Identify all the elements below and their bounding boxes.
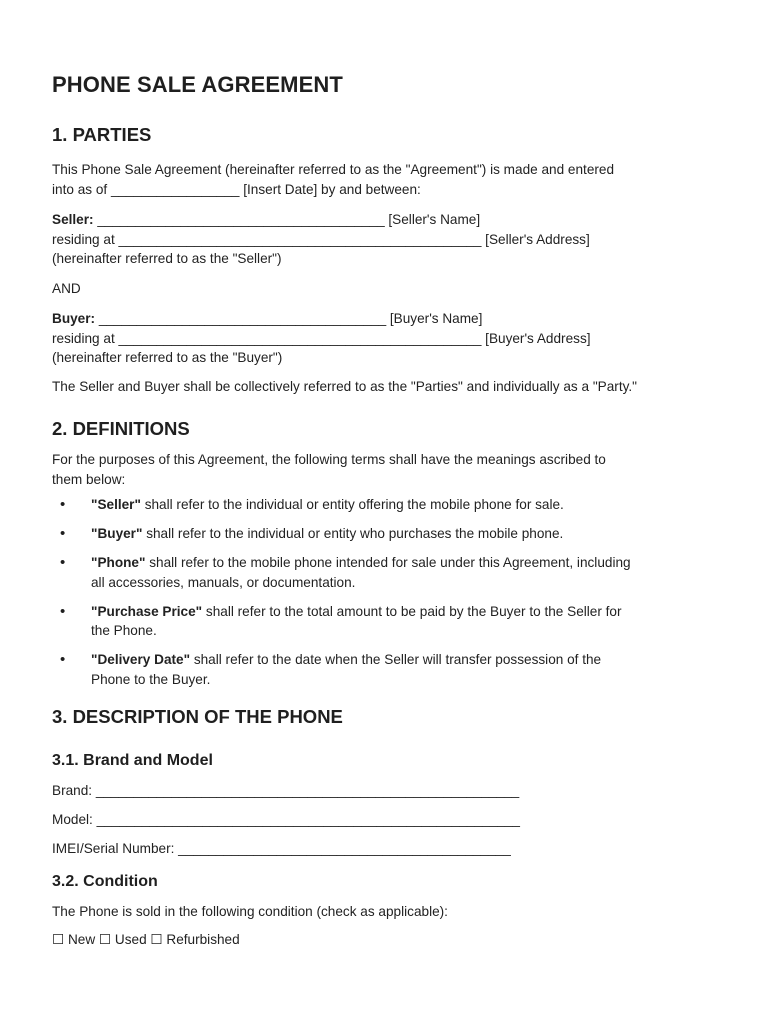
condition-intro: The Phone is sold in the following condition (check as applicable): <box>52 903 448 919</box>
definition-continuation: all accessories, manuals, or documentation. <box>91 574 356 590</box>
subsection-heading-condition: 3.2. Condition <box>52 872 158 890</box>
list-item <box>52 602 732 641</box>
definition-term: "Phone" <box>91 555 146 570</box>
buyer-label: Buyer: <box>52 311 96 326</box>
definitions-list <box>52 495 732 689</box>
definition-body: shall refer to the total amount to be paid by the Buyer to the Seller for <box>202 603 622 619</box>
bullet-icon: • <box>60 525 66 542</box>
definition-continuation: the Phone. <box>91 623 157 638</box>
brand-model-fields <box>52 781 732 859</box>
seller-reference: (hereinafter referred to as the "Seller") <box>52 251 282 266</box>
definition-text <box>91 602 732 622</box>
definitions-intro <box>52 450 732 489</box>
definition-body: shall refer to the mobile phone intended for sale under this Agreement, including <box>145 555 631 570</box>
condition-checkboxes[interactable]: ☐ New ☐ Used ☐ Refurbished <box>52 932 240 947</box>
document-page <box>52 70 732 950</box>
definition-body: shall refer to the individual or entity who purchases the mobile phone. <box>142 526 564 541</box>
parties-intro-line-2: into as of _________________ [Insert Date] by and between: <box>52 181 421 197</box>
brand-field[interactable]: Brand: ________________________________________________________ <box>52 783 520 798</box>
definition-text <box>91 524 732 544</box>
parties-intro-line-1: This Phone Sale Agreement (hereinafter referred to as the "Agreement") is made and entered <box>52 162 615 177</box>
definition-term: "Purchase Price" <box>91 603 203 619</box>
buyer-name-row <box>52 309 732 329</box>
definitions-intro-line-2: them below: <box>52 471 126 487</box>
definition-term: "Delivery Date" <box>91 652 191 667</box>
document-title: PHONE SALE AGREEMENT <box>52 72 343 97</box>
section-parties <box>52 123 732 396</box>
list-item <box>52 650 732 689</box>
seller-name-row <box>52 210 732 230</box>
list-item <box>52 495 732 515</box>
definition-continuation: Phone to the Buyer. <box>91 671 211 687</box>
bullet-icon: • <box>60 554 66 571</box>
seller-block <box>52 210 732 269</box>
definition-body: shall refer to the individual or entity offering the mobile phone for sale. <box>140 497 564 512</box>
buyer-reference: (hereinafter referred to as the "Buyer") <box>52 350 283 365</box>
definition-text <box>91 553 732 573</box>
buyer-name-blank[interactable]: ______________________________________ [Buyer's Name] <box>95 311 483 326</box>
definitions-intro-line-1: For the purposes of this Agreement, the following terms shall have the meanings ascribed to <box>52 452 606 467</box>
buyer-block <box>52 309 732 368</box>
and-separator: AND <box>52 280 81 296</box>
seller-name-blank[interactable]: ______________________________________ [Seller's Name] <box>93 212 481 227</box>
definition-text <box>91 495 732 515</box>
parties-intro <box>52 160 732 199</box>
section-heading-parties: 1. PARTIES <box>52 124 152 145</box>
definition-term: "Seller" <box>91 497 141 512</box>
list-item <box>52 524 732 544</box>
imei-field[interactable]: IMEI/Serial Number: ____________________________________________ <box>52 841 511 856</box>
seller-address-row[interactable]: residing at ________________________________________________ [Seller's Address] <box>52 231 590 247</box>
section-heading-definitions: 2. DEFINITIONS <box>52 418 190 439</box>
model-field[interactable]: Model: ________________________________________________________ <box>52 812 520 827</box>
bullet-icon: • <box>60 496 66 513</box>
section-heading-description: 3. DESCRIPTION OF THE PHONE <box>52 706 343 727</box>
bullet-icon: • <box>60 602 66 620</box>
list-item <box>52 553 732 592</box>
parties-collective-statement: The Seller and Buyer shall be collectively referred to as the "Parties" and individually as a "Party." <box>52 378 637 394</box>
seller-label: Seller: <box>52 212 94 227</box>
buyer-address-row[interactable]: residing at ________________________________________________ [Buyer's Address] <box>52 330 591 346</box>
section-description <box>52 705 732 950</box>
section-definitions <box>52 417 732 689</box>
definition-body: shall refer to the date when the Seller will transfer possession of the <box>190 652 602 667</box>
definition-term: "Buyer" <box>91 526 143 541</box>
bullet-icon: • <box>60 651 66 668</box>
subsection-heading-brand-model: 3.1. Brand and Model <box>52 752 213 769</box>
definition-text <box>91 650 732 670</box>
